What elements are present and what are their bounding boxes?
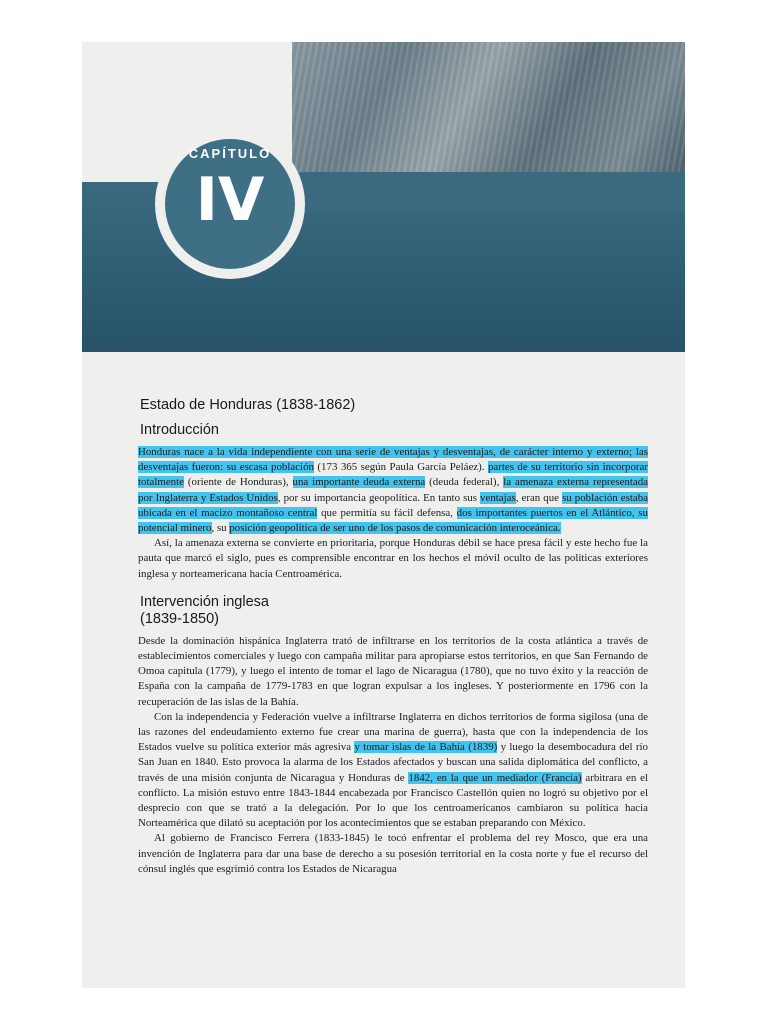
text-segment: Con la independencia y Federación vuelve a infiltrarse Inglaterra en dichos territorios de forma sigilosa (una de las razones del endeudamiento externo fue crear una marina de guerra), hasta que con la independencia de los Estados vuelve su política exterior más agresiva <box>138 710 648 754</box>
text-segment: (deuda federal), <box>425 476 504 489</box>
highlighted-text: dos importantes puertos en el Atlántico, su potencial minero <box>138 506 648 535</box>
page-content <box>138 397 648 877</box>
header-photo <box>292 42 685 172</box>
text-segment: (173 365 según Paula García Peláez). <box>313 461 488 474</box>
british-heading-line2: (1839-1850) <box>140 610 219 627</box>
highlighted-text: posición geopolítica de ser uno de los pasos de comunicación interoceánica. <box>229 522 561 535</box>
intro-paragraph-1 <box>138 445 648 536</box>
highlighted-text: ventajas <box>480 491 516 504</box>
text-segment: , su <box>211 522 230 535</box>
book-page <box>82 42 685 988</box>
british-paragraph-1: Desde la dominación hispánica Inglaterra trató de infiltrarse en los territorios de la costa atlántica a través de establecimientos comerciales y luego con campaña militar para apropiarse estos territorios, en que San Fernando de Omoa capitula (1779), y luego el intento de tomar el lago de Nicaragua (1780), que no tuvo éxito y la reacción de España con la campaña de 1779-1783 en que logran expulsar a los ingleses. Y posteriormente en 1796 con la recuperación de las islas de la Bahía. <box>138 634 648 708</box>
british-paragraph-3: Al gobierno de Francisco Ferrera (1833-1845) le tocó enfrentar el problema del rey Mosco, que era una invención de Inglaterra para dar una base de derecho a su posesión territorial en la costa norte y fue el recurso del cónsul inglés que esgrimió contra los Estados de Nicaragua <box>138 832 648 875</box>
highlighted-text: partes de su territorio sin incorporar totalmente <box>138 461 649 489</box>
highlighted-text: y tomar islas de la Bahía (1839) <box>354 741 498 754</box>
text-segment: (oriente de Honduras), <box>183 476 293 489</box>
text-segment: , eran que <box>515 491 563 504</box>
intro-heading: Introducción <box>140 422 219 438</box>
text-segment: arbitrara en el conflicto. La misión estuvo entre 1843-1844 encabezada por Francisco Castellón quien no logró su objetivo por el desprecio con que se trató a la delegación. Por lo que los centroamericanos cambiaron su política hacia Norteamérica que dilató su aceptación por los acontecimientos que se estaban preparando con México. <box>138 771 648 830</box>
highlighted-text: su población estaba ubicada en el macizo montañoso central <box>138 491 648 519</box>
text-segment: que permitía su fácil defensa, <box>317 506 457 519</box>
text-segment: , por su importancia geopolítica. En tanto sus <box>277 491 481 504</box>
british-heading <box>140 594 648 628</box>
british-paragraph-2 <box>138 710 648 832</box>
highlighted-text: una importante deuda externa <box>292 476 426 489</box>
chapter-label: CAPÍTULO <box>188 146 272 161</box>
british-section <box>138 594 648 877</box>
photo-texture <box>292 42 685 172</box>
highlighted-text: la amenaza externa representada por Inglaterra y Estados Unidos <box>138 476 649 504</box>
highlighted-text: Honduras nace a la vida independiente con una serie de ventajas y desventajas, de carácter interno y externo; las desventajas fueron: su escasa población <box>138 446 648 474</box>
intro-paragraph-2: Así, la amenaza externa se convierte en prioritaria, porque Honduras débil se hace presa fácil y este hecho fue la pauta que marcó el siglo, pues es comprensible encontrar en los hechos el móvil oculto de las políticas exteriores inglesa y norteamericana hacia Centroamérica. <box>138 537 648 580</box>
text-segment: y luego la desembocadura del río San Juan en 1840. Esto provoca la alarma de los Estados afectados y buscan una salida diplomática del conflicto, a través de una misión conjunta de Nicaragua y Honduras de <box>138 741 648 784</box>
highlighted-text: 1842, en la que un mediador (Francia) <box>408 771 582 784</box>
chapter-number: IV <box>195 165 265 235</box>
band-shape <box>262 172 685 212</box>
section-title: Estado de Honduras (1838-1862) <box>140 397 356 413</box>
british-heading-line1: Intervención inglesa <box>140 593 269 610</box>
